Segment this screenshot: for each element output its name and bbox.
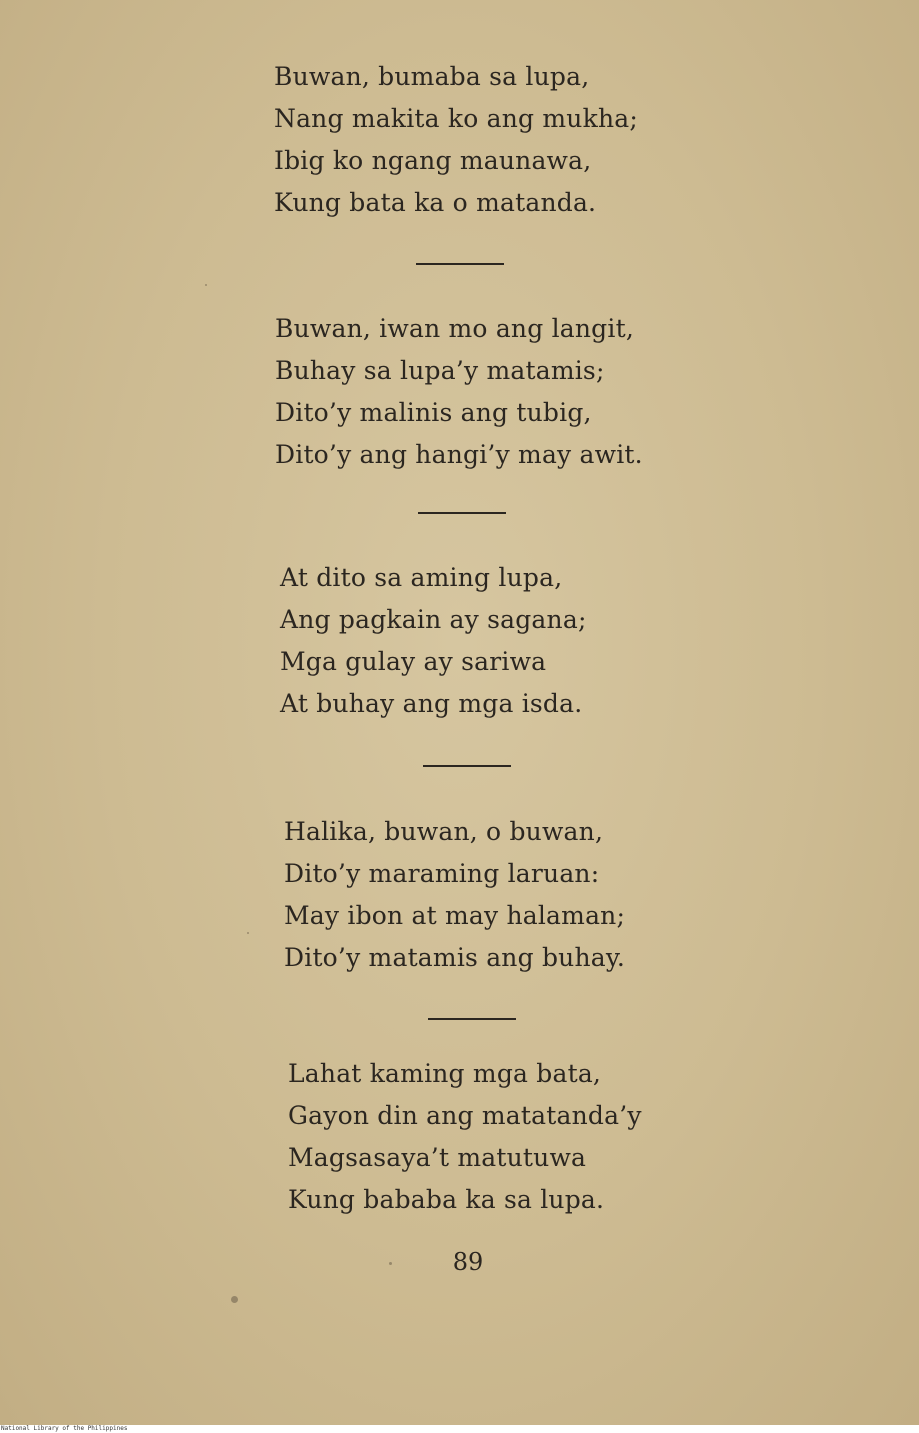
poem-line: Dito’y ang hangi’y may awit.	[275, 440, 643, 469]
stanza-divider	[416, 263, 504, 265]
poem-line: Mga gulay ay sariwa	[280, 647, 547, 676]
paper-speck	[205, 284, 207, 286]
poem-line: Buwan, bumaba sa lupa,	[274, 62, 590, 91]
poem-line: Buhay sa lupa’y matamis;	[275, 356, 605, 385]
poem-line: Dito’y matamis ang buhay.	[284, 943, 626, 972]
poem-line: Kung bababa ka sa lupa.	[288, 1185, 605, 1214]
poem-line: Magsasaya’t matutuwa	[288, 1143, 587, 1172]
poem-line: Dito’y maraming laruan:	[284, 859, 600, 888]
stanza-divider	[418, 512, 506, 514]
paper-speck	[231, 1296, 238, 1303]
stanza-5	[288, 1053, 642, 1221]
poem-line: At buhay ang mga isda.	[280, 689, 583, 718]
stanza-1	[274, 56, 638, 224]
stanza-divider	[423, 765, 511, 767]
poem-line: May ibon at may halaman;	[284, 901, 626, 930]
stanza-3	[280, 557, 587, 725]
poem-line: Lahat kaming mga bata,	[288, 1059, 602, 1088]
footer-credit: National Library of the Philippines	[1, 1425, 128, 1432]
poem-line: Halika, buwan, o buwan,	[284, 817, 604, 846]
stanza-2	[275, 308, 643, 476]
page-number: 89	[452, 1248, 484, 1276]
poem-line: Nang makita ko ang mukha;	[274, 104, 638, 133]
paper-speck	[247, 932, 249, 934]
poem-line: Ang pagkain ay sagana;	[280, 605, 587, 634]
poem-line: Dito’y malinis ang tubig,	[275, 398, 592, 427]
poem-line: Kung bata ka o matanda.	[274, 188, 597, 217]
stanza-4	[284, 811, 625, 979]
poem-line: Ibig ko ngang maunawa,	[274, 146, 592, 175]
stanza-divider	[428, 1018, 516, 1020]
poem-line: At dito sa aming lupa,	[280, 563, 563, 592]
poem-line: Buwan, iwan mo ang langit,	[275, 314, 634, 343]
footer-bar	[0, 1425, 919, 1433]
poem-line: Gayon din ang matatanda’y	[288, 1101, 642, 1130]
